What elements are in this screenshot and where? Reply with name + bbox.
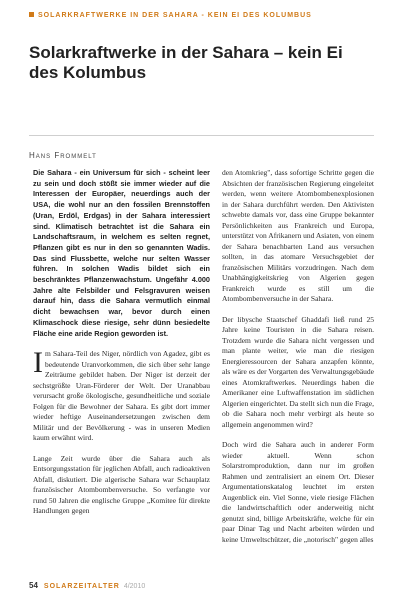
body-paragraph: Der libysche Staatschef Ghaddafi ließ rund 25 Jahre keine Touristen in die Sahara reisen. Trotzdem wurde die Sahara nicht vergessen und man plante weiter, wie man die riesigen Energieressourcen der Sahara anzapfen könnte, als wäre es der Vorgarten des Verwaltungsgebäude eines Atomkraftwerkes. Neuerdings haben die Amerikaner eine Luftwaffenstation im südlichen Algerien eingerichtet. Da stellt sich nun die Frage, ob die Sahara noch mehr verbirgt als heute so allgemein angenommen wird? — [222, 314, 374, 429]
magazine-name: SOLARZEITALTER — [43, 583, 120, 590]
drop-cap: I — [33, 346, 43, 380]
body-paragraph: den Atomkrieg", dass sofortige Schritte gegen die Absichten der französischen Regierung eingeleitet werden, wenn weitere Atombombenexplosionen in der Sahara durchführt werden. Den Aktivisten schwebte damals vor, dass eine Gruppe bekannter Persönlichkeiten aus Frankreich und Europa, unterstützt von Afrikanern und Asiaten, von einem der Sahara benachbarten Land aus versuchen sollten, in das atomare Versuchsgebiet der französischen Militärs vorzudringen. Nach dem Unabhängigkeitskrieg von Algerien gegen Frankreich wurde es still um die Atombombenversuche in der Sahara. — [222, 168, 374, 303]
column-left — [33, 168, 210, 527]
running-head-text: SOLARKRAFTWERKE IN DER SAHARA - KEIN EI DES KOLUMBUS — [38, 12, 312, 19]
square-bullet-icon — [29, 12, 34, 17]
column-right — [222, 168, 374, 555]
article-title: Solarkraftwerke in der Sahara – kein Ei des Kolumbus — [29, 43, 343, 82]
body-paragraph — [33, 346, 210, 444]
page-number: 54 — [29, 581, 38, 590]
body-paragraph: Lange Zeit wurde über die Sahara auch als Entsorgungsstation für jeglichen Abfall, auch radioaktiven Abfall, diskutiert. Die algerische Sahara war Schauplatz französischer Atombombenversuche. So verfangte vor rund 50 Jahren die englische Gruppe „Komitee für direkte Handlungen gegen — [33, 453, 210, 516]
issue-number: 4/2010 — [123, 583, 146, 590]
page-footer — [29, 581, 145, 590]
author-byline: Hans Frommelt — [29, 151, 97, 160]
body-text: m Sahara-Teil des Niger, nördlich von Agadez, gibt es bedeutende Uranvorkommen, die sich über sehr lange Zeiträume gebildet haben. Der Niger ist derzeit der sechstgrößte Uran-Förderer der Welt. Der Uranabbau verursacht große ökologische, gesundheitliche und soziale Folgen für die Bewohner der Sahara. Es gibt dort immer wieder heftige Auseinandersetzungen zwischen dem Militär und der Bevölkerung - was in unseren Medien kaum erwähnt wird. — [33, 349, 210, 443]
lead-paragraph: Die Sahara - ein Universum für sich - scheint leer zu sein und doch stößt sie immer wieder auf die Interessen der Europäer, neuerdings auch der USA, die wohl nur an den fossilen Brennstoffen (Uran, Erdöl, Erdgas) in der Sahara interessiert sind. Klimatisch betrachtet ist die Sahara ein Landschaftsraum, in welchem es selten regnet, Pflanzen gibt es nur in den so genannten Wadis. Das sind Flussbette, welche nur selten Wasser führen. In solchen Wadis bildet sich ein beschränktes Pflanzenwachstum. Ungefähr 4.000 Jahre alte Felsbilder und Felsgravuren weisen darauf hin, dass die Sahara vermutlich einmal dicht bewachsen war, bevor durch einen Klimaschock diese riesige, sehr dünn besiedelte Fläche eine aride Region geworden ist. — [33, 168, 210, 338]
body-paragraph: Doch wird die Sahara auch in anderer Form wieder aktuell. Wenn schon Solarstromproduktion, dann nur im großen Rahmen und zentralisiert an einem Ort. Dieser Argumentationskatalog leuchtet im ersten Augenblick ein. Viel Sonne, viele riesige Flächen die landwirtschaftlich oder anderweitig nicht genutzt sind, billige Arbeitskräfte, welche für ein paar Dinar Tag und Nacht arbeiten würden und keine Umweltschützer, die „notorisch" gegen alles — [222, 440, 374, 544]
running-head — [29, 12, 312, 19]
divider — [29, 135, 374, 136]
